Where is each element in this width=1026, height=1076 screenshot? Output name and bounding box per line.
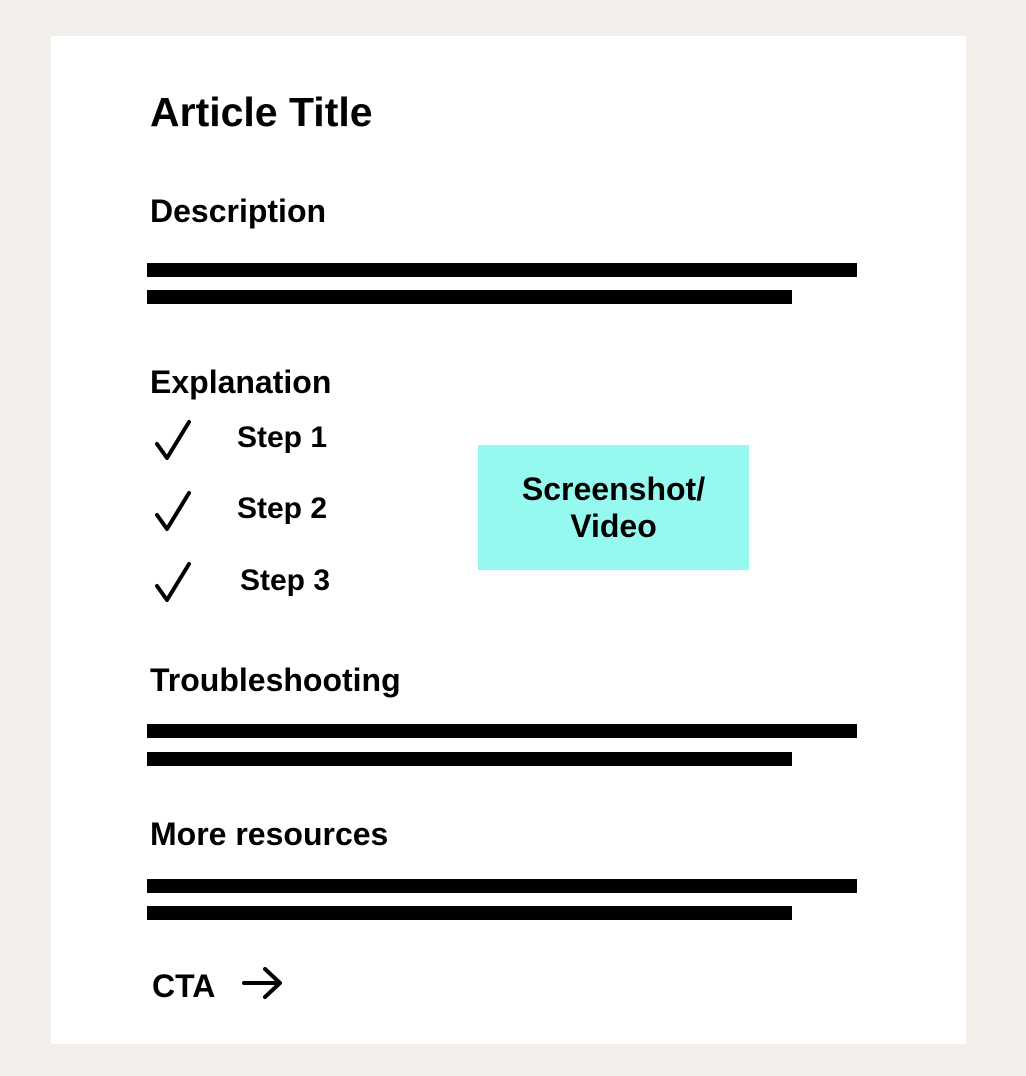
more-resources-placeholder-line-1	[147, 879, 857, 893]
troubleshooting-placeholder-line-2	[147, 752, 792, 766]
more-resources-placeholder-line-2	[147, 906, 792, 920]
cta-label[interactable]: CTA	[152, 968, 216, 1004]
explanation-heading: Explanation	[150, 364, 332, 400]
troubleshooting-heading: Troubleshooting	[150, 662, 401, 698]
description-placeholder-line-2	[147, 290, 792, 304]
check-icon	[151, 416, 195, 464]
check-icon	[151, 558, 195, 606]
step-3-label: Step 3	[240, 564, 331, 597]
description-placeholder-line-1	[147, 263, 857, 277]
article-title: Article Title	[150, 89, 373, 135]
more-resources-heading: More resources	[150, 816, 389, 852]
arrow-right-icon[interactable]	[241, 964, 285, 1002]
step-2-label: Step 2	[237, 492, 328, 525]
step-1-label: Step 1	[237, 421, 328, 454]
screenshot-video-placeholder	[478, 445, 749, 570]
troubleshooting-placeholder-line-1	[147, 724, 857, 738]
article-template-card	[51, 36, 966, 1044]
check-icon	[151, 487, 195, 535]
description-heading: Description	[150, 193, 327, 229]
media-placeholder-label: Screenshot/ Video	[521, 470, 706, 544]
